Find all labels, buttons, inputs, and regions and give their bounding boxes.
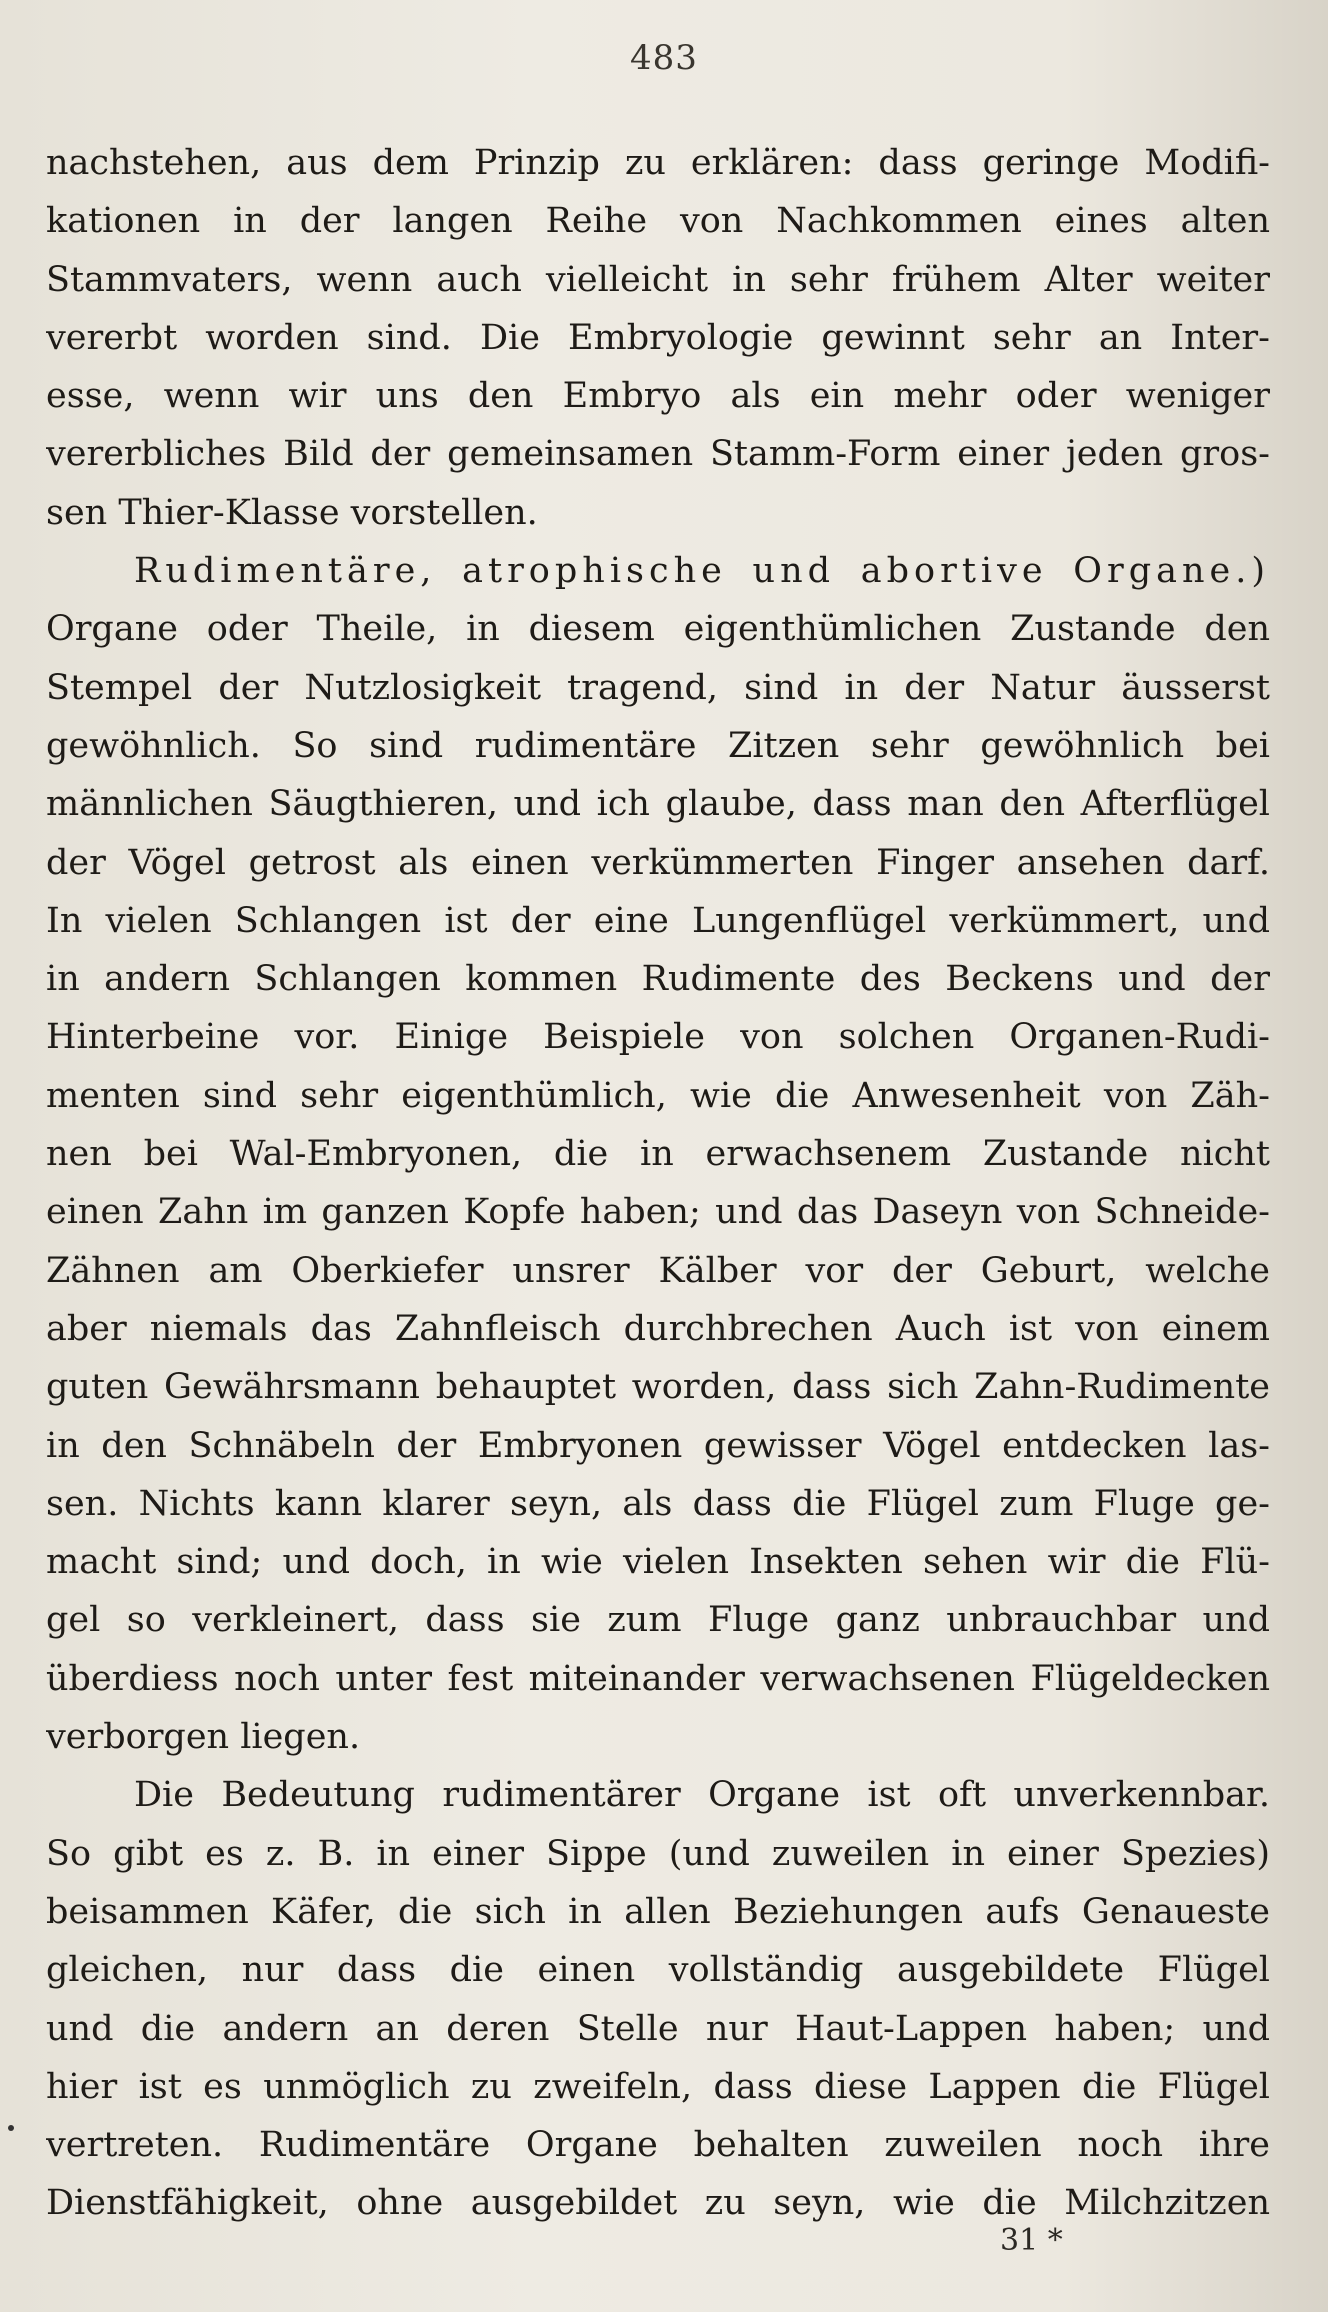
text-line: aber niemals das Zahnfleisch durchbrechen Auch ist von einem [46, 1308, 1270, 1349]
text-line: hier ist es unmöglich zu zweifeln, dass diese Lappen die Flügel [46, 2066, 1270, 2107]
text-line: sen Thier-Klasse vorstellen. [46, 492, 538, 533]
text-line: kationen in der langen Reihe von Nachkommen eines alten [46, 201, 1270, 242]
text-line: verborgen liegen. [46, 1717, 361, 1758]
text-line: vererbliches Bild der gemeinsamen Stamm-Form einer jeden gros- [46, 434, 1270, 475]
text-line: Hinterbeine vor. Einige Beispiele von solchen Organen-Rudi- [46, 1017, 1270, 1058]
text-line: nen bei Wal-Embryonen, die in erwachsenem Zustande nicht [46, 1134, 1270, 1175]
text-line: vertreten. Rudimentäre Organe behalten zuweilen noch ihre [46, 2125, 1270, 2166]
text-line: Dienstfähigkeit, ohne ausgebildet zu seyn, wie die Milchzitzen [46, 2183, 1270, 2224]
text-line: Organe oder Theile, in diesem eigenthümlichen Zustande den [46, 609, 1270, 650]
text-line: beisammen Käfer, die sich in allen Beziehungen aufs Genaueste [46, 1891, 1270, 1932]
text-line: gewöhnlich. So sind rudimentäre Zitzen sehr gewöhnlich bei [46, 725, 1270, 766]
text-line: gel so verkleinert, dass sie zum Fluge ganz unbrauchbar und [46, 1600, 1270, 1641]
text-line: In vielen Schlangen ist der eine Lungenflügel verkümmert, und [46, 900, 1270, 941]
text-line: vererbt worden sind. Die Embryologie gewinnt sehr an Inter- [46, 317, 1270, 358]
text-line: Zähnen am Oberkiefer unsrer Kälber vor der Geburt, welche [46, 1250, 1270, 1291]
section-heading: Rudimentäre, atrophische und abortive Organe.) [134, 551, 1270, 592]
text-line: Stammvaters, wenn auch vielleicht in sehr frühem Alter weiter [46, 259, 1270, 300]
text-line: und die andern an deren Stelle nur Haut-Lappen haben; und [46, 2008, 1270, 2049]
text-line: sen. Nichts kann klarer seyn, als dass die Flügel zum Fluge ge- [46, 1483, 1270, 1524]
page-number: 483 [630, 38, 698, 78]
text-line: guten Gewährsmann behauptet worden, dass sich Zahn-Rudimente [46, 1367, 1270, 1408]
text-line: nachstehen, aus dem Prinzip zu erklären: dass geringe Modifi- [46, 143, 1270, 183]
text-line: menten sind sehr eigenthümlich, wie die Anwesenheit von Zäh- [46, 1075, 1270, 1116]
text-line: einen Zahn im ganzen Kopfe haben; und das Daseyn von Schneide- [46, 1192, 1270, 1233]
text-line: macht sind; und doch, in wie vielen Insekten sehen wir die Flü- [46, 1542, 1270, 1583]
body-text [46, 134, 1270, 2233]
text-line: in andern Schlangen kommen Rudimente des Beckens und der [46, 959, 1270, 1000]
text-line: Stempel der Nutzlosigkeit tragend, sind in der Natur äusserst [46, 667, 1270, 708]
signature-mark: 31 * [1000, 2223, 1063, 2258]
text-line: esse, wenn wir uns den Embryo als ein mehr oder weniger [46, 376, 1270, 417]
text-line: Die Bedeutung rudimentärer Organe ist oft unverkennbar. [134, 1775, 1270, 1816]
text-line: männlichen Säugthieren, und ich glaube, dass man den Afterflügel [46, 784, 1270, 825]
text-line: So gibt es z. B. in einer Sippe (und zuweilen in einer Spezies) [46, 1833, 1270, 1874]
text-line: überdiess noch unter fest miteinander verwachsenen Flügeldecken [46, 1658, 1270, 1699]
margin-dot [8, 2125, 14, 2131]
text-line: in den Schnäbeln der Embryonen gewisser Vögel entdecken las- [46, 1425, 1270, 1466]
text-line: der Vögel getrost als einen verkümmerten Finger ansehen darf. [46, 842, 1270, 883]
text-line: gleichen, nur dass die einen vollständig ausgebildete Flügel [46, 1950, 1270, 1991]
